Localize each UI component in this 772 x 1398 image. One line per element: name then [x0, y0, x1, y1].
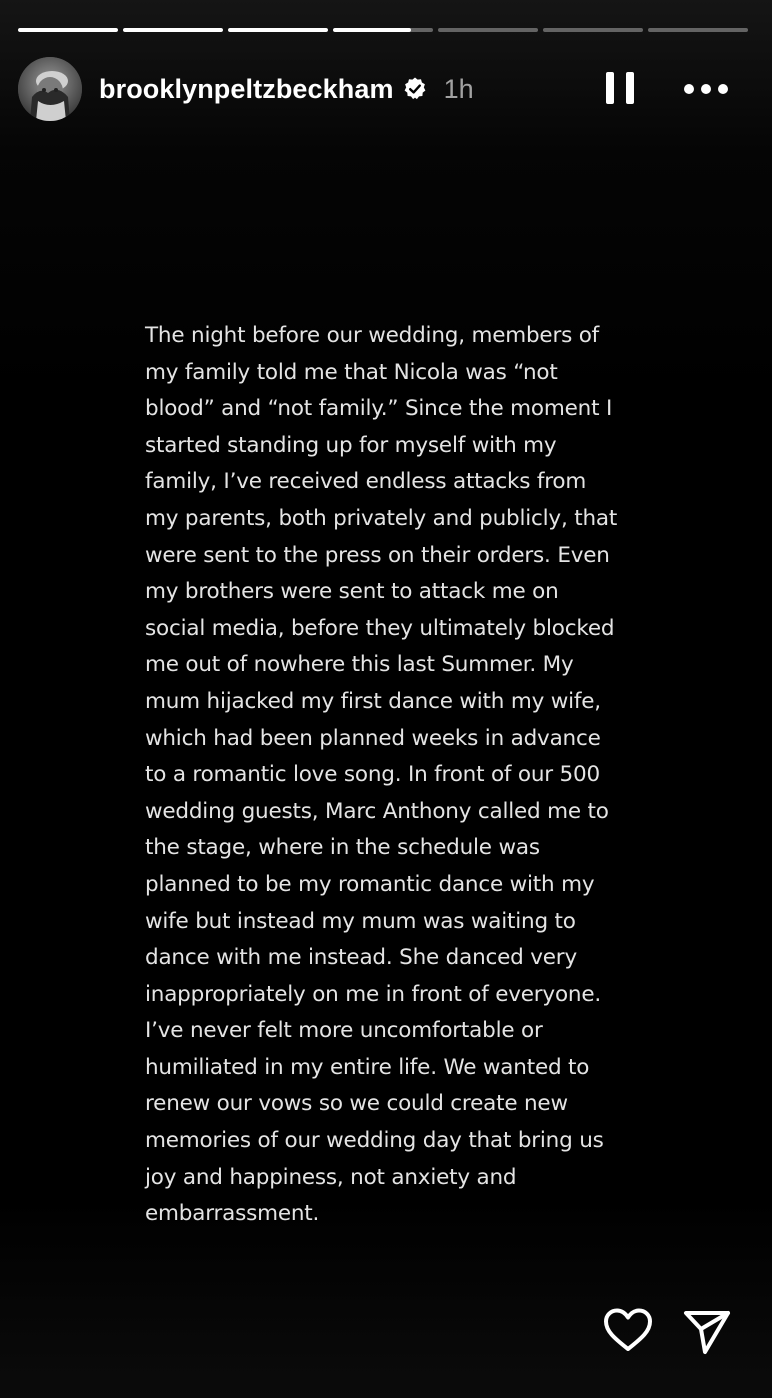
story-text-body [145, 318, 623, 1233]
profile-avatar[interactable] [18, 57, 82, 121]
story-text-line: blood” and “not family.” Since the moment I [145, 396, 613, 422]
pause-bar [626, 72, 634, 104]
story-text-line: to a romantic love song. In front of our 500 [145, 762, 600, 788]
story-text-line: joy and happiness, not anxiety and [145, 1164, 517, 1190]
pause-bar [606, 72, 614, 104]
story-text-line: wife but instead my mum was waiting to [145, 908, 576, 934]
story-text-line: mum hijacked my first dance with my wife, [145, 688, 601, 714]
pause-icon[interactable] [606, 72, 634, 106]
story-text-line: my parents, both privately and publicly, that [145, 505, 618, 531]
story-text-line: wedding guests, Marc Anthony called me to [145, 798, 609, 824]
story-text-line: The night before our wedding, members of [145, 323, 600, 348]
heart-icon[interactable] [603, 1307, 653, 1353]
story-text-line: inappropriately on me in front of everyone. [145, 981, 601, 1007]
progress-segment [438, 28, 538, 32]
story-progress-bar [18, 28, 748, 32]
story-text-line: were sent to the press on their orders. Even [145, 542, 610, 568]
avatar-image [18, 57, 82, 121]
progress-segment [123, 28, 223, 32]
story-text-line: dance with me instead. She danced very [145, 945, 577, 971]
more-dot [718, 84, 728, 94]
story-text-line: the stage, where in the schedule was [145, 835, 540, 861]
story-text-line: family, I’ve received endless attacks from [145, 469, 587, 495]
story-text-line: my brothers were sent to attack me on [145, 579, 559, 605]
send-icon[interactable] [682, 1307, 732, 1357]
progress-segment-fill [228, 28, 328, 32]
story-username[interactable]: brooklynpeltzbeckham [99, 73, 394, 104]
story-text-line: humiliated in my entire life. We wanted to [145, 1054, 590, 1080]
story-text-line: planned to be my romantic dance with my [145, 871, 595, 897]
story-text-line: which had been planned weeks in advance [145, 725, 601, 751]
story-text-line: memories of our wedding day that bring us [145, 1128, 604, 1154]
story-text-line: embarrassment. [145, 1201, 320, 1227]
progress-segment [333, 28, 433, 32]
story-text-line: started standing up for myself with my [145, 432, 557, 458]
story-footer-actions [600, 1307, 740, 1357]
more-dot [701, 84, 711, 94]
progress-segment-fill [18, 28, 118, 32]
progress-segment [543, 28, 643, 32]
story-header [18, 57, 754, 121]
more-options-icon[interactable] [684, 79, 728, 99]
progress-segment [18, 28, 118, 32]
story-text-line: my family told me that Nicola was “not [145, 359, 558, 385]
story-text-line: social media, before they ultimately blocked [145, 615, 615, 641]
verified-badge-icon [402, 76, 428, 102]
progress-segment [648, 28, 748, 32]
progress-segment-fill [333, 28, 411, 32]
more-dot [684, 84, 694, 94]
story-text-line: renew our vows so we could create new [145, 1091, 568, 1117]
progress-segment-fill [123, 28, 223, 32]
story-text-line: I’ve never felt more uncomfortable or [145, 1018, 543, 1044]
story-text-line: me out of nowhere this last Summer. My [145, 652, 574, 678]
story-timestamp: 1h [443, 73, 474, 104]
progress-segment [228, 28, 328, 32]
